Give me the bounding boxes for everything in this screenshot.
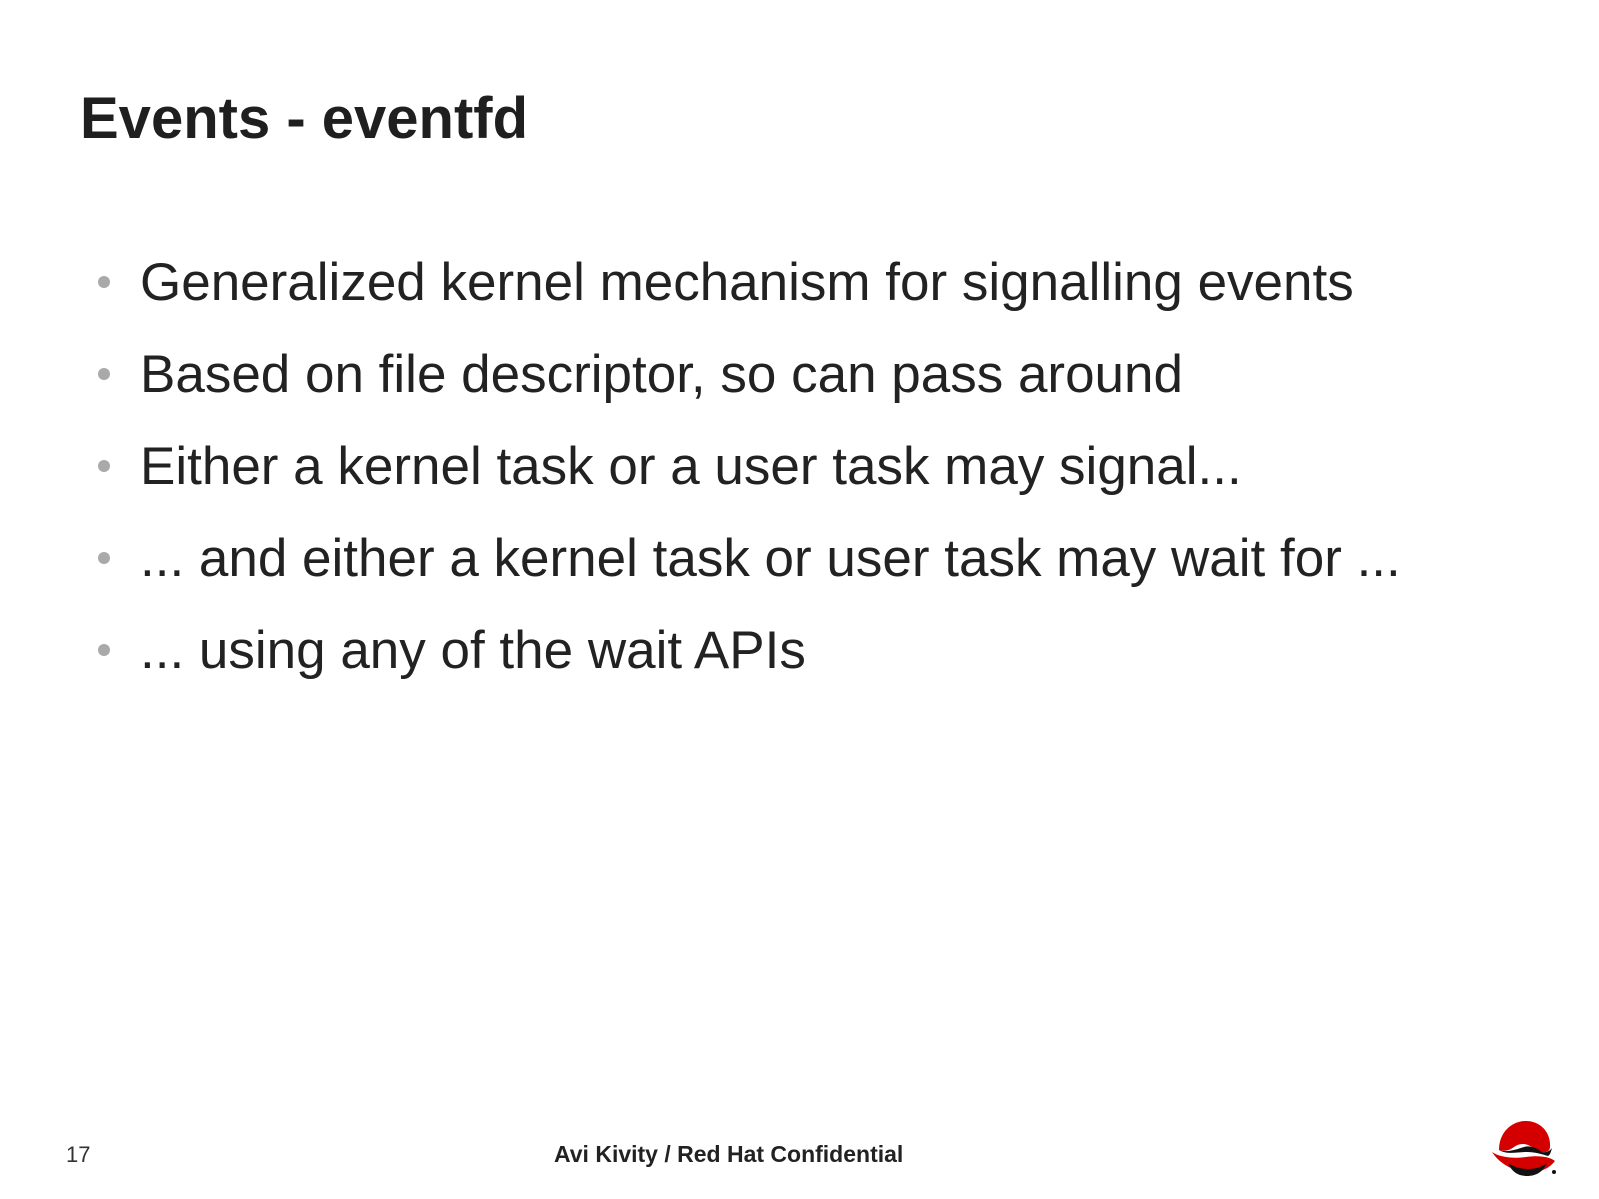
bullet-dot-icon xyxy=(98,460,110,472)
slide-title: Events - eventfd xyxy=(80,86,528,151)
bullet-dot-icon xyxy=(98,644,110,656)
bullet-text: ... using any of the wait APIs xyxy=(140,620,806,680)
page-number: 17 xyxy=(66,1142,91,1167)
bullet-text: Based on file descriptor, so can pass around xyxy=(140,344,1183,404)
red-hat-logo-icon xyxy=(1484,1114,1560,1182)
bullet-item-4 xyxy=(98,512,1401,604)
bullet-item-1 xyxy=(98,236,1401,328)
bullet-item-2 xyxy=(98,328,1401,420)
bullet-text: ... and either a kernel task or user task may wait for ... xyxy=(140,528,1401,588)
bullet-item-5 xyxy=(98,604,1401,696)
bullet-text: Either a kernel task or a user task may signal... xyxy=(140,436,1242,496)
bullet-text: Generalized kernel mechanism for signalling events xyxy=(140,252,1354,312)
bullet-list xyxy=(98,236,1401,696)
footer-confidential-text: Avi Kivity / Red Hat Confidential xyxy=(554,1141,904,1167)
bullet-dot-icon xyxy=(98,552,110,564)
bullet-item-3 xyxy=(98,420,1401,512)
bullet-dot-icon xyxy=(98,368,110,380)
bullet-dot-icon xyxy=(98,276,110,288)
